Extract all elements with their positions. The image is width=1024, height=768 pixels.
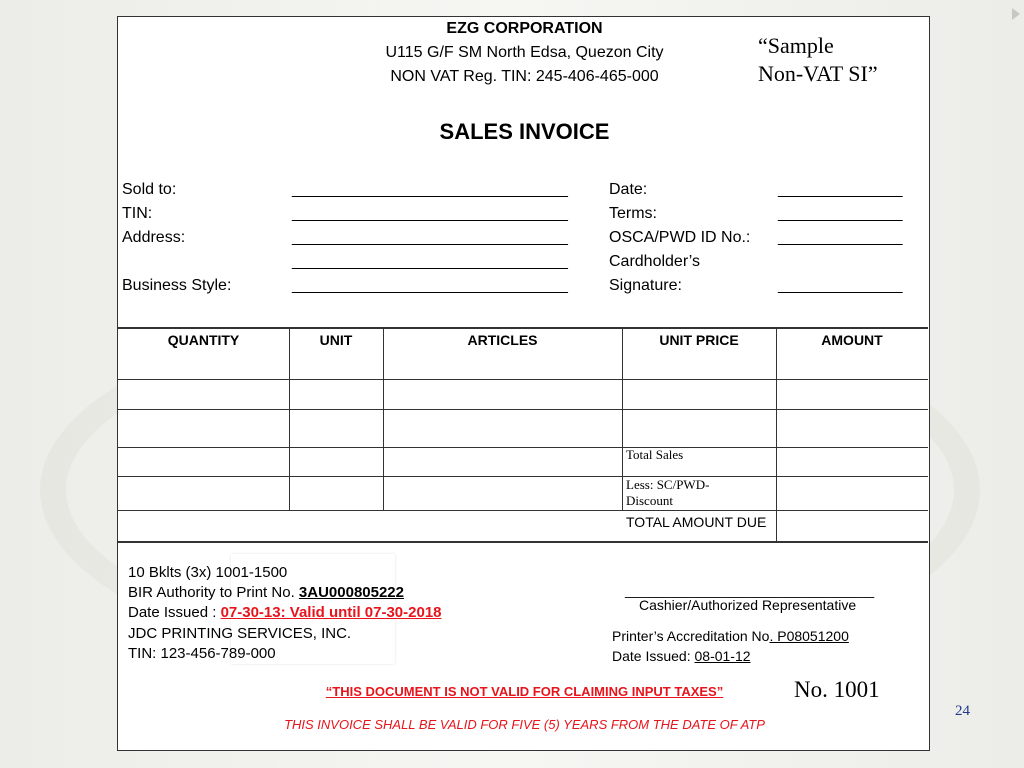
table-col-line xyxy=(289,327,290,510)
address-label: Address: xyxy=(122,229,186,246)
col-header-quantity: QUANTITY xyxy=(167,332,240,348)
col-header-amount: AMOUNT xyxy=(821,332,883,348)
printer-date-issued-value: 08-01-12 xyxy=(694,648,751,664)
printer-date-issued xyxy=(612,648,751,664)
cashier-label: Cashier/Authorized Representative xyxy=(639,597,857,613)
table-row-line xyxy=(118,510,928,511)
invoice-serial-number: No. 1001 xyxy=(794,677,880,702)
date-issued-atp-label: Date Issued : xyxy=(128,604,221,621)
osca-pwd-id-label: OSCA/PWD ID No.: xyxy=(609,229,751,246)
business-style-field[interactable]: _______________________________ xyxy=(292,277,568,294)
company-address: U115 G/F SM North Edsa, Quezon City xyxy=(385,44,664,61)
booklets-info: 10 Bklts (3x) 1001-1500 xyxy=(128,564,288,581)
date-field[interactable]: ______________ xyxy=(778,181,903,198)
sample-note-line2: Non-VAT SI” xyxy=(758,61,878,86)
printer-date-issued-label: Date Issued: xyxy=(612,648,695,664)
signature-field[interactable]: ______________ xyxy=(778,277,903,294)
osca-pwd-id-field[interactable]: ______________ xyxy=(778,229,903,246)
date-issued-atp-value: 07-30-13: Valid until 07-30-2018 xyxy=(220,604,442,621)
less-discount-label: Less: SC/PWD- xyxy=(626,477,710,492)
input-tax-notice: “THIS DOCUMENT IS NOT VALID FOR CLAIMING INPUT TAXES” xyxy=(325,684,724,699)
bir-authority-number: 3AU000805222 xyxy=(298,584,404,601)
tin-label: TIN: xyxy=(122,205,153,222)
table-col-line xyxy=(776,327,777,541)
company-name: EZG CORPORATION xyxy=(446,20,603,37)
less-discount-label-line2: Discount xyxy=(626,493,673,508)
total-sales-label: Total Sales xyxy=(626,447,684,462)
col-header-unit: UNIT xyxy=(319,332,353,348)
printer-accreditation-value: . P08051200 xyxy=(769,628,849,644)
terms-label: Terms: xyxy=(609,205,657,222)
slide-arrow-icon xyxy=(1012,8,1020,20)
sold-to-label: Sold to: xyxy=(122,181,177,198)
sold-to-field[interactable]: _______________________________ xyxy=(292,181,568,198)
table-row-line xyxy=(118,409,928,410)
date-issued-atp xyxy=(128,604,442,621)
printer-tin: TIN: 123-456-789-000 xyxy=(128,645,276,662)
table-row-line xyxy=(118,476,928,477)
printer-name: JDC PRINTING SERVICES, INC. xyxy=(128,625,352,642)
col-header-unit-price: UNIT PRICE xyxy=(659,332,739,348)
company-tin: NON VAT Reg. TIN: 245-406-465-000 xyxy=(390,68,659,85)
date-label: Date: xyxy=(609,181,648,198)
table-col-line xyxy=(622,327,623,510)
table-col-line xyxy=(383,327,384,510)
tin-field[interactable]: _______________________________ xyxy=(292,205,568,222)
business-style-label: Business Style: xyxy=(122,277,232,294)
terms-field[interactable]: ______________ xyxy=(778,205,903,222)
printer-accreditation xyxy=(612,628,849,644)
table-row-line xyxy=(118,447,928,448)
signature-label: Signature: xyxy=(609,277,682,294)
sales-invoice-form xyxy=(117,16,930,751)
validity-notice: THIS INVOICE SHALL BE VALID FOR FIVE (5) YEARS FROM THE DATE OF ATP xyxy=(284,717,765,732)
table-top-border xyxy=(118,327,928,329)
address-field[interactable]: _______________________________ xyxy=(292,229,568,246)
table-bottom-border xyxy=(118,541,928,543)
cardholder-label: Cardholder’s xyxy=(609,253,701,270)
total-amount-due-label: TOTAL AMOUNT DUE xyxy=(626,514,767,530)
table-row-line xyxy=(118,379,928,380)
page-number: 24 xyxy=(955,703,970,719)
address-field-line2[interactable]: _______________________________ xyxy=(292,253,568,270)
bir-authority xyxy=(128,584,404,601)
col-header-articles: ARTICLES xyxy=(467,332,538,348)
cashier-signature-line[interactable]: ________________________________ xyxy=(625,582,875,598)
sample-note-line1: “Sample xyxy=(758,33,834,58)
document-title: SALES INVOICE xyxy=(439,119,610,144)
bir-authority-label: BIR Authority to Print No. xyxy=(128,584,299,601)
printer-accreditation-label: Printer’s Accreditation No xyxy=(612,628,770,644)
